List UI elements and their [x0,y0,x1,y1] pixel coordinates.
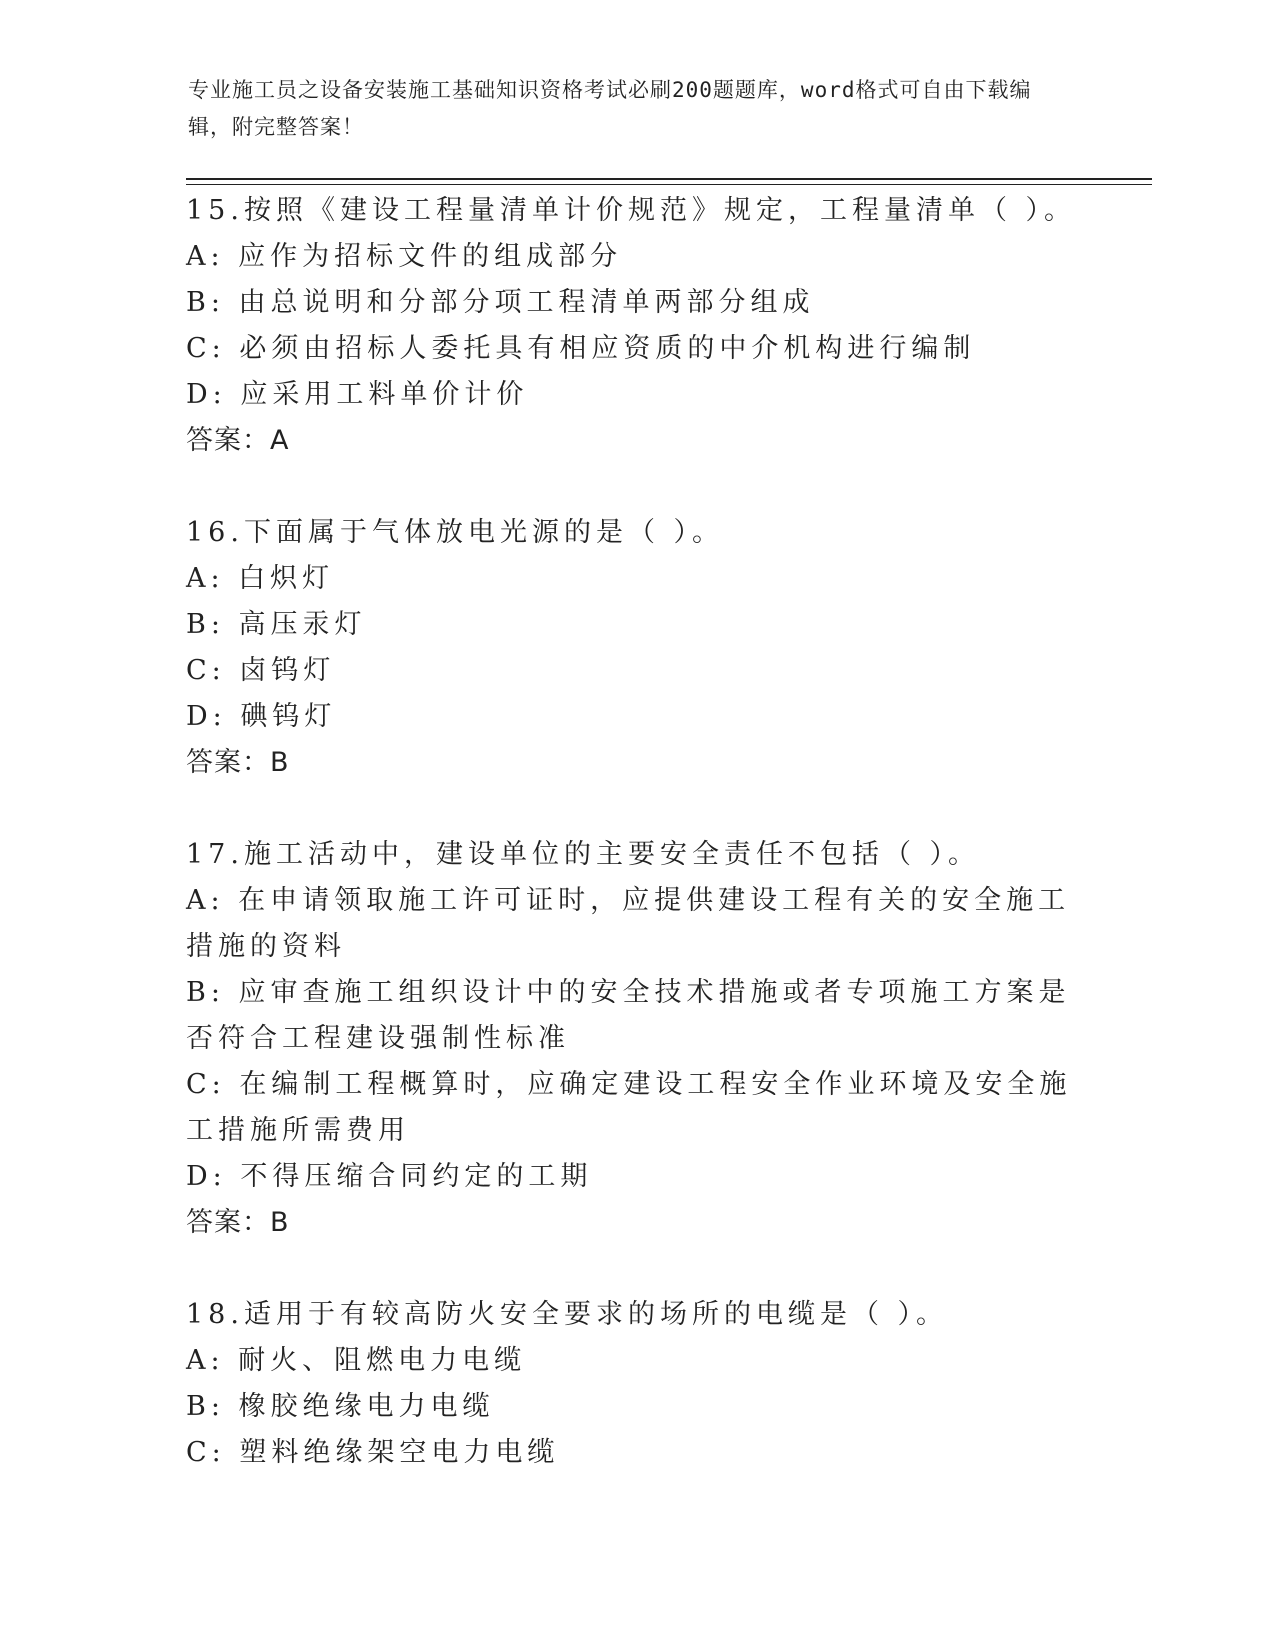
question-list [186,188,1086,1522]
answer: 答案：B [186,1207,290,1238]
option-d: D: 不得压缩合同约定的工期 [186,1161,593,1192]
question-stem: 18.适用于有较高防火安全要求的场所的电缆是（ ）。 [186,1299,949,1330]
question-stem: 15.按照《建设工程量清单计价规范》规定，工程量清单（ ）。 [186,195,1077,226]
question-15 [186,188,1086,464]
answer: 答案：A [186,425,290,456]
question-stem: 17.施工活动中，建设单位的主要安全责任不包括（ ）。 [186,839,981,870]
option-a: A: 应作为招标文件的组成部分 [186,241,623,272]
option-b: B: 由总说明和分部分项工程清单两部分组成 [186,287,815,318]
option-c: C: 卤钨灯 [186,655,336,686]
option-b: B: 橡胶绝缘电力电缆 [186,1391,495,1422]
option-a: A: 在申请领取施工许可证时，应提供建设工程有关的安全施工措施的资料 [186,885,1071,962]
option-a: A: 耐火、阻燃电力电缆 [186,1345,527,1376]
question-stem: 16.下面属于气体放电光源的是（ ）。 [186,517,725,548]
option-d: D: 碘钨灯 [186,701,337,732]
header-rule-thin [186,184,1152,185]
option-c: C: 在编制工程概算时，应确定建设工程安全作业环境及安全施工措施所需费用 [186,1069,1072,1146]
header-rule-thick [186,178,1152,180]
document-header: 专业施工员之设备安装施工基础知识资格考试必刷200题题库，word格式可自由下载编辑，附完整答案！ [188,78,1032,139]
option-a: A: 白炽灯 [186,563,335,594]
option-d: D: 应采用工料单价计价 [186,379,529,410]
question-17 [186,832,1086,1246]
question-18 [186,1292,1086,1476]
answer: 答案：B [186,747,290,778]
question-16 [186,510,1086,786]
option-b: B: 应审查施工组织设计中的安全技术措施或者专项施工方案是否符合工程建设强制性标准 [186,977,1071,1054]
option-c: C: 必须由招标人委托具有相应资质的中介机构进行编制 [186,333,976,364]
option-b: B: 高压汞灯 [186,609,367,640]
option-c: C: 塑料绝缘架空电力电缆 [186,1437,560,1468]
